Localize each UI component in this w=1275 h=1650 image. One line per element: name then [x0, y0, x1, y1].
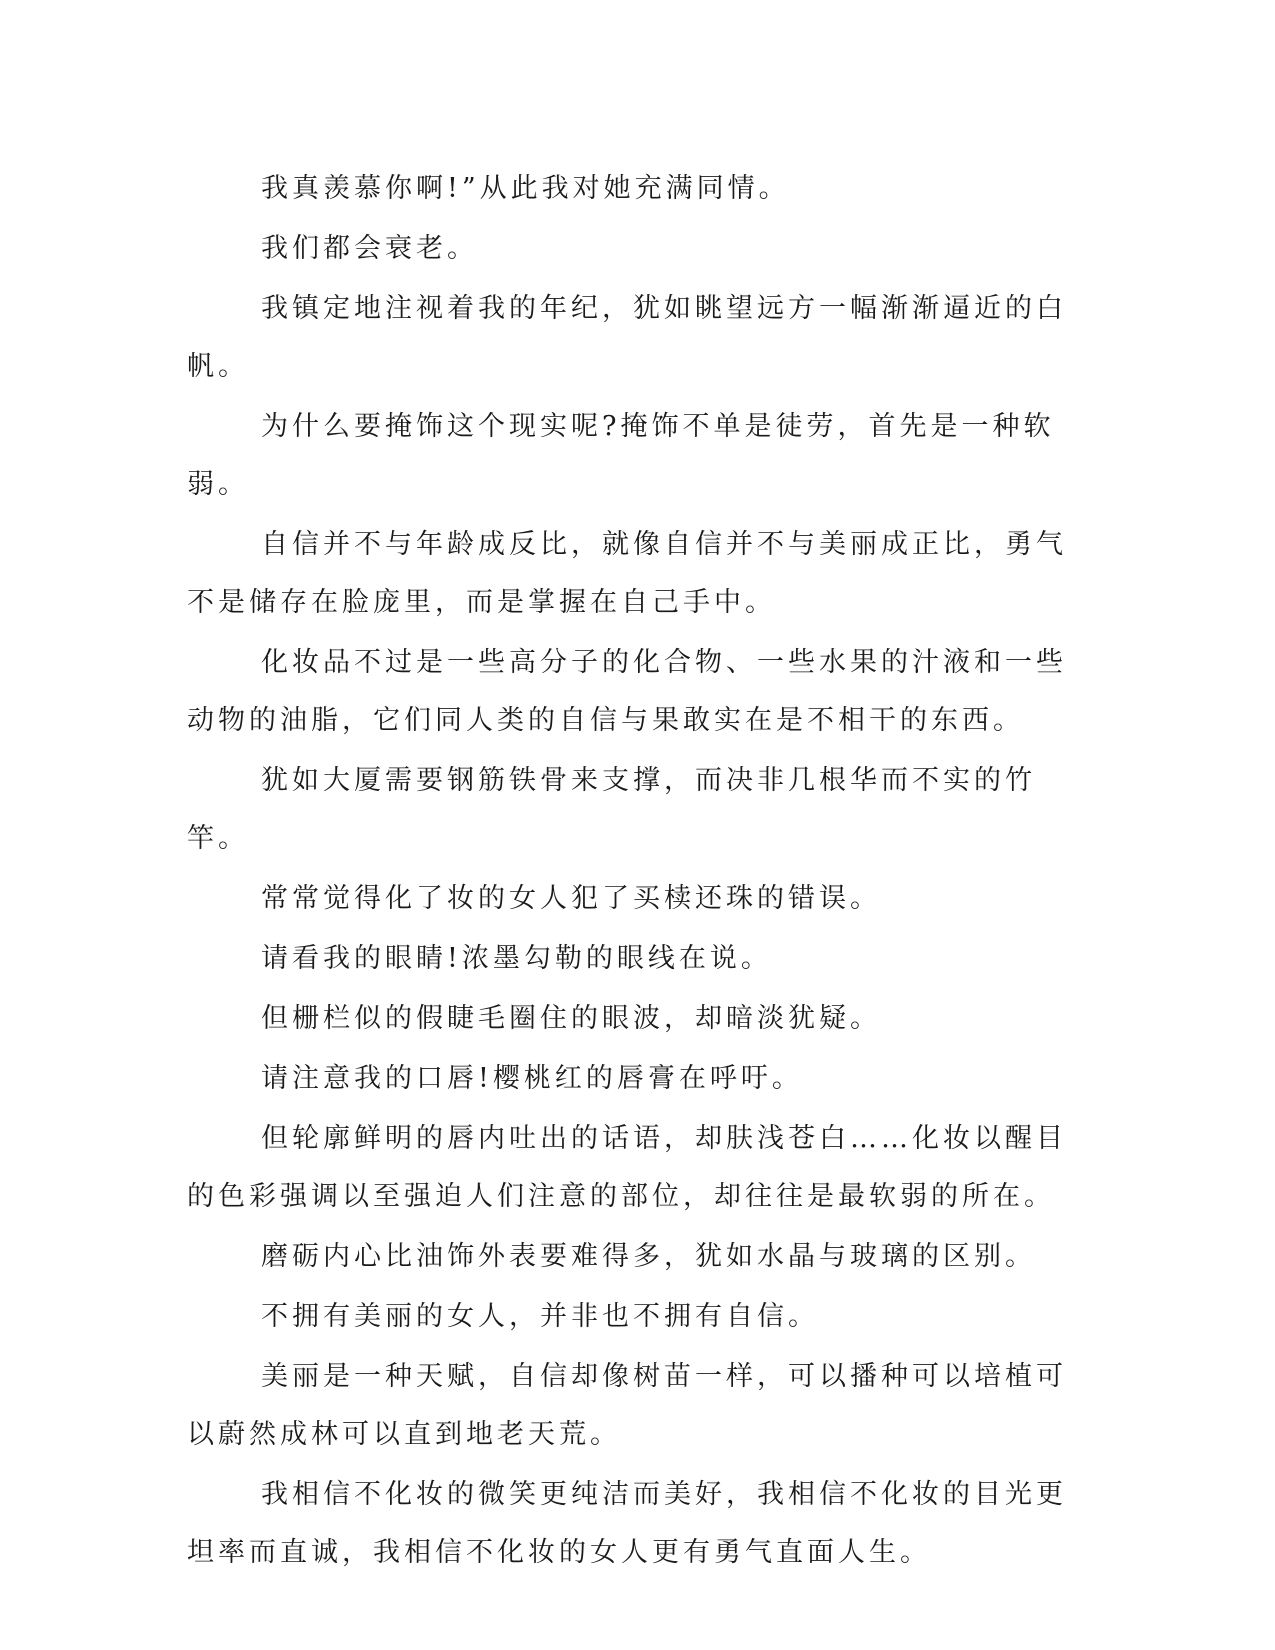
paragraph: 美丽是一种天赋，自信却像树苗一样，可以播种可以培植可以蔚然成林可以直到地老天荒。: [187, 1361, 1067, 1450]
paragraph: 常常觉得化了妆的女人犯了买椟还珠的错误。: [261, 883, 881, 914]
paragraph: 我相信不化妆的微笑更纯洁而美好，我相信不化妆的目光更坦率而直诚，我相信不化妆的女人更有勇气直面人生。: [187, 1479, 1067, 1568]
paragraph: 不拥有美丽的女人，并非也不拥有自信。: [261, 1301, 819, 1332]
paragraph: 我镇定地注视着我的年纪，犹如眺望远方一幅渐渐逼近的白帆。: [187, 293, 1067, 382]
paragraph: 请看我的眼睛!浓墨勾勒的眼线在说。: [261, 943, 772, 974]
paragraph: 我真羡慕你啊!”从此我对她充满同情。: [261, 173, 790, 204]
paragraph: 但栅栏似的假睫毛圈住的眼波，却暗淡犹疑。: [261, 1003, 881, 1034]
paragraph: 但轮廓鲜明的唇内吐出的话语，却肤浅苍白……化妆以醒目的色彩强调以至强迫人们注意的部位，却往往是最软弱的所在。: [187, 1123, 1067, 1212]
paragraph: 请注意我的口唇!樱桃红的唇膏在呼吁。: [261, 1063, 803, 1094]
paragraph: 自信并不与年龄成反比，就像自信并不与美丽成正比，勇气不是储存在脸庞里，而是掌握在自己手中。: [187, 529, 1067, 618]
paragraph: 为什么要掩饰这个现实呢?掩饰不单是徒劳，首先是一种软弱。: [187, 411, 1055, 500]
document-body: [187, 160, 1067, 1584]
paragraph: 我们都会衰老。: [261, 233, 478, 264]
paragraph: 化妆品不过是一些高分子的化合物、一些水果的汁液和一些动物的油脂，它们同人类的自信与果敢实在是不相干的东西。: [187, 647, 1067, 736]
paragraph: 磨砺内心比油饰外表要难得多，犹如水晶与玻璃的区别。: [261, 1241, 1036, 1272]
paragraph: 犹如大厦需要钢筋铁骨来支撑，而决非几根华而不实的竹竿。: [187, 765, 1036, 854]
